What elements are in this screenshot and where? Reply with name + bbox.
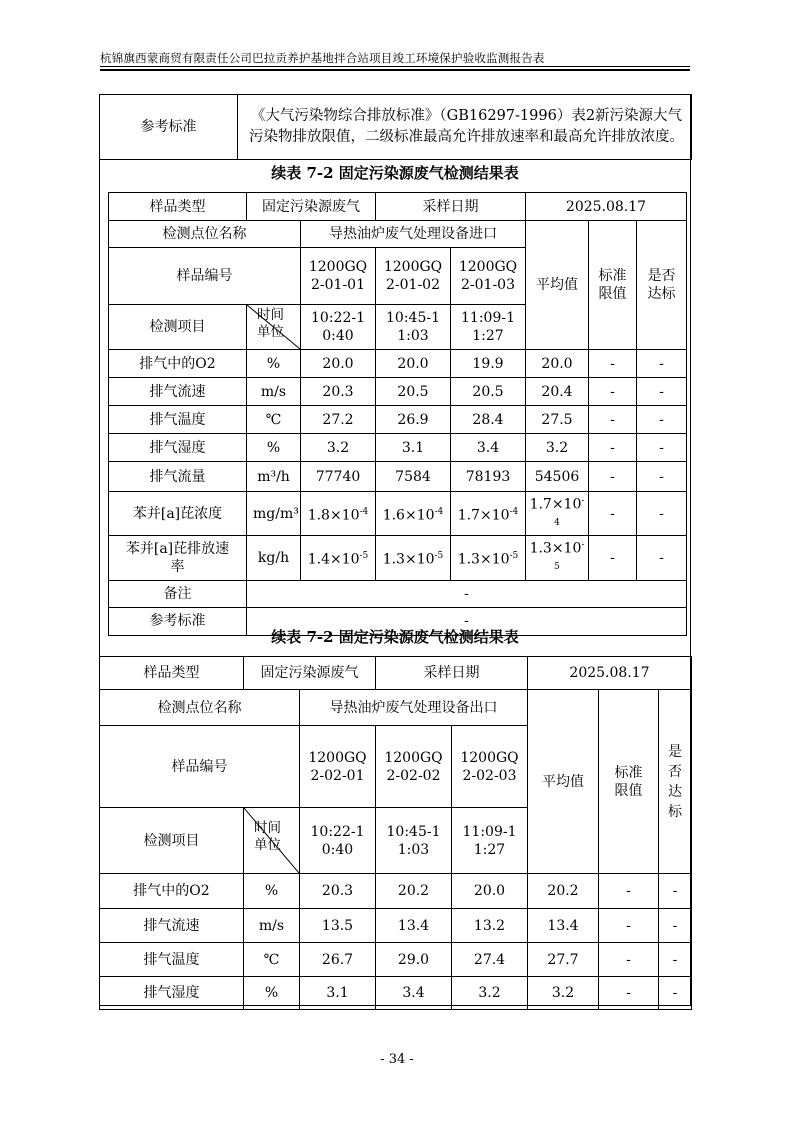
point-value: 导热油炉废气处理设备进口 <box>301 221 526 248</box>
cell-avg: 3.2 <box>528 977 599 1010</box>
time-3: 11:09-11:27 <box>451 305 526 350</box>
cell-unit: ℃ <box>244 943 300 977</box>
cell-v2: 26.9 <box>376 406 451 434</box>
cell-avg: 20.0 <box>526 350 589 378</box>
cell-item: 排气温度 <box>109 406 247 434</box>
cell-v3: 19.9 <box>451 350 526 378</box>
cell-v3: 3.4 <box>451 434 526 462</box>
table-row <box>109 492 687 536</box>
cell-v2: 20.2 <box>376 874 452 909</box>
table1-caption: 续表 7-2 固定污染源废气检测结果表 <box>271 164 519 182</box>
pass-header: 是否达标 <box>637 221 687 350</box>
cell-avg: 20.4 <box>526 378 589 406</box>
cell-avg: 27.5 <box>526 406 589 434</box>
cell-item: 排气流量 <box>109 462 247 492</box>
cell-unit: m³/h <box>247 462 301 492</box>
cell-v1: 20.0 <box>301 350 376 378</box>
cell-avg: 13.4 <box>528 909 599 943</box>
cell-v2: $1.6\times 10^{-4}$ <box>376 492 451 536</box>
cell-v2: 20.0 <box>376 350 451 378</box>
table-row <box>109 536 687 580</box>
cell-v1: 27.2 <box>301 406 376 434</box>
cell-v2: 20.5 <box>376 378 451 406</box>
cell-v3: 20.5 <box>451 378 526 406</box>
sample-date-label: 采样日期 <box>376 193 526 221</box>
remark-value: - <box>247 580 687 607</box>
reference-label: 参考标准 <box>100 95 238 160</box>
cell-v3: $1.3\times 10^{-5}$ <box>451 536 526 580</box>
cell-limit: - <box>589 462 637 492</box>
results-table-outlet <box>99 656 692 1010</box>
cell-unit: % <box>244 977 300 1010</box>
cell-limit: - <box>589 492 637 536</box>
cell-v3: 20.0 <box>452 874 528 909</box>
sample-no-3: 1200GQ2-02-03 <box>452 726 528 808</box>
cell-item: 排气湿度 <box>100 977 244 1010</box>
cell-v3: 28.4 <box>451 406 526 434</box>
cell-v3: 3.2 <box>452 977 528 1010</box>
table-row <box>100 943 692 977</box>
cell-avg: 27.7 <box>528 943 599 977</box>
cell-limit: - <box>589 350 637 378</box>
cell-limit: - <box>589 434 637 462</box>
report-header: 杭锦旗西蒙商贸有限责任公司巴拉贡养护基地拌合站项目竣工环境保护验收监测报告表 <box>100 51 545 65</box>
cell-v1: $1.4\times 10^{-5}$ <box>301 536 376 580</box>
point-label: 检测点位名称 <box>109 221 301 248</box>
cell-limit: - <box>599 977 659 1010</box>
cell-unit: ℃ <box>247 406 301 434</box>
cell-unit: % <box>247 434 301 462</box>
time-3: 11:09-11:27 <box>452 808 528 874</box>
cell-pass: - <box>659 909 692 943</box>
cell-avg: 54506 <box>526 462 589 492</box>
avg-header: 平均值 <box>528 690 599 874</box>
cell-pass: - <box>637 406 687 434</box>
table-row <box>109 406 687 434</box>
cell-v2: 29.0 <box>376 943 452 977</box>
cell-v3: $1.7\times 10^{-4}$ <box>451 492 526 536</box>
cell-limit: - <box>589 406 637 434</box>
time-2: 10:45-11:03 <box>376 305 451 350</box>
cell-v2: 3.4 <box>376 977 452 1010</box>
sample-no-2: 1200GQ2-01-02 <box>376 248 451 305</box>
cell-v2: 7584 <box>376 462 451 492</box>
header-rule-thick <box>100 69 690 71</box>
sample-no-label: 样品编号 <box>109 248 301 305</box>
cell-v1: 20.3 <box>300 874 376 909</box>
time-2: 10:45-11:03 <box>376 808 452 874</box>
reference-text: 《大气污染物综合排放标准》（GB16297-1996）表2新污染源大气污染物排放限值，二级标准最高允许排放速率和最高允许排放浓度。 <box>238 95 692 160</box>
cell-v2: 3.1 <box>376 434 451 462</box>
cell-avg: 3.2 <box>526 434 589 462</box>
header-rule <box>100 66 690 67</box>
item-label: 检测项目 <box>109 305 247 350</box>
time-unit-labels: 时间 单位 <box>257 307 284 340</box>
cell-v3: 27.4 <box>452 943 528 977</box>
ref-label: 参考标准 <box>109 607 247 635</box>
item-label: 检测项目 <box>100 808 244 874</box>
sample-type-label: 样品类型 <box>109 193 247 221</box>
cell-v2: $1.3\times 10^{-5}$ <box>376 536 451 580</box>
table-row <box>109 378 687 406</box>
cell-limit: - <box>589 378 637 406</box>
table-row <box>100 977 692 1010</box>
cell-pass: - <box>659 874 692 909</box>
cell-pass: - <box>637 350 687 378</box>
cell-v1: 77740 <box>301 462 376 492</box>
table2-caption: 续表 7-2 固定污染源废气检测结果表 <box>271 628 519 646</box>
table-row <box>100 874 692 909</box>
sample-no-1: 1200GQ2-02-01 <box>300 726 376 808</box>
sample-no-label: 样品编号 <box>100 726 300 808</box>
cell-pass: - <box>637 536 687 580</box>
cell-pass: - <box>637 462 687 492</box>
cell-v1: $1.8\times 10^{-4}$ <box>301 492 376 536</box>
time-unit-labels: 时间 单位 <box>254 820 281 853</box>
cell-item: 苯并[a]芘排放速率 <box>109 536 247 580</box>
cell-unit: % <box>247 350 301 378</box>
remark-label: 备注 <box>109 580 247 607</box>
cell-limit: - <box>599 909 659 943</box>
cell-v1: 26.7 <box>300 943 376 977</box>
cell-avg: 20.2 <box>528 874 599 909</box>
sample-type-label: 样品类型 <box>100 657 244 690</box>
cell-unit: mg/m³ <box>247 492 301 536</box>
sample-no-2: 1200GQ2-02-02 <box>376 726 452 808</box>
cell-v1: 3.2 <box>301 434 376 462</box>
cell-pass: - <box>659 977 692 1010</box>
limit-header: 标准限值 <box>599 690 659 874</box>
cell-avg: $1.7\times 10^{-4}$ <box>526 492 589 536</box>
cell-item: 排气湿度 <box>109 434 247 462</box>
cell-v1: 20.3 <box>301 378 376 406</box>
point-label: 检测点位名称 <box>100 690 300 726</box>
time-unit-diagonal-cell <box>247 305 301 350</box>
sample-date-label: 采样日期 <box>376 657 528 690</box>
point-value: 导热油炉废气处理设备出口 <box>300 690 528 726</box>
cell-v3: 13.2 <box>452 909 528 943</box>
cell-pass: - <box>659 943 692 977</box>
cell-pass: - <box>637 378 687 406</box>
cell-item: 排气温度 <box>100 943 244 977</box>
sample-type-value: 固定污染源废气 <box>244 657 376 690</box>
time-1: 10:22-10:40 <box>300 808 376 874</box>
cell-item: 排气中的O2 <box>109 350 247 378</box>
cell-item: 苯并[a]芘浓度 <box>109 492 247 536</box>
sample-no-3: 1200GQ2-01-03 <box>451 248 526 305</box>
pass-header: 是否达标 <box>659 690 692 874</box>
cell-v2: 13.4 <box>376 909 452 943</box>
table-row <box>109 462 687 492</box>
cell-pass: - <box>637 492 687 536</box>
page-number: - 34 - <box>380 1052 414 1067</box>
cell-unit: % <box>244 874 300 909</box>
sample-no-1: 1200GQ2-01-01 <box>301 248 376 305</box>
cell-v3: 78193 <box>451 462 526 492</box>
cell-item: 排气流速 <box>109 378 247 406</box>
table-row <box>109 434 687 462</box>
cell-limit: - <box>589 536 637 580</box>
cell-unit: m/s <box>244 909 300 943</box>
sample-date-value: 2025.08.17 <box>526 193 687 221</box>
cell-unit: kg/h <box>247 536 301 580</box>
cell-unit: m/s <box>247 378 301 406</box>
ref-value: - <box>247 607 687 635</box>
reference-table <box>99 94 692 160</box>
sample-type-value: 固定污染源废气 <box>247 193 376 221</box>
cell-pass: - <box>637 434 687 462</box>
table-row <box>100 909 692 943</box>
table-row <box>109 350 687 378</box>
time-unit-diagonal-cell <box>244 808 300 874</box>
results-table-inlet <box>108 192 687 636</box>
time-1: 10:22-10:40 <box>301 305 376 350</box>
cell-item: 排气流速 <box>100 909 244 943</box>
cell-avg: $1.3\times 10^{-5}$ <box>526 536 589 580</box>
limit-header: 标准限值 <box>589 221 637 350</box>
cell-limit: - <box>599 943 659 977</box>
cell-item: 排气中的O2 <box>100 874 244 909</box>
cell-v1: 3.1 <box>300 977 376 1010</box>
avg-header: 平均值 <box>526 221 589 350</box>
sample-date-value: 2025.08.17 <box>528 657 692 690</box>
cell-limit: - <box>599 874 659 909</box>
cell-v1: 13.5 <box>300 909 376 943</box>
